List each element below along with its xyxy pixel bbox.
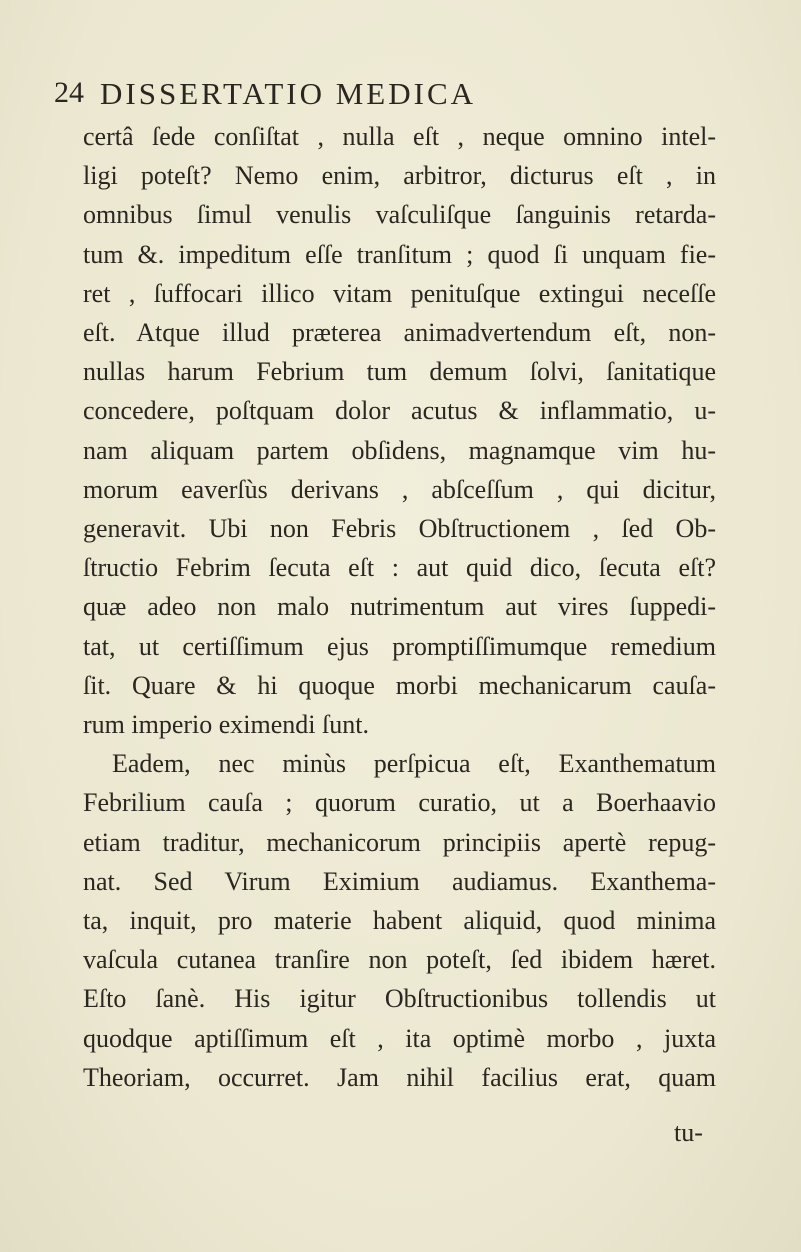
running-title: DISSERTATIO MEDICA [100, 76, 477, 111]
text-line: tum &. impeditum eſſe tranſitum ; quod ſi unquam fie- [83, 239, 716, 269]
text-line: morum eaverſùs derivans , abſceſſum , qui dicitur, [83, 474, 716, 504]
text-line: omnibus ſimul venulis vaſculiſque ſanguinis retarda- [83, 200, 716, 230]
page-number: 24 [54, 76, 84, 109]
text-line: Febrilium cauſa ; quorum curatio, ut a Boerhaavio [83, 788, 716, 818]
text-line: ligi poteſt? Nemo enim, arbitror, dicturus eſt , in [83, 161, 716, 191]
text-line: etiam traditur, mechanicorum principiis apertè repug- [83, 827, 716, 857]
text-line: nam aliquam partem obſidens, magnamque vim hu- [83, 435, 716, 465]
text-line: ſtructio Febrim ſecuta eſt : aut quid dico, ſecuta eſt? [83, 553, 716, 583]
text-line: ſit. Quare & hi quoque morbi mechanicarum cauſa- [83, 670, 716, 700]
text-line: quæ adeo non malo nutrimentum aut vires ſuppedi- [83, 592, 716, 622]
text-line: generavit. Ubi non Febris Obſtructionem , ſed Ob- [83, 514, 716, 543]
text-line: nullas harum Febrium tum demum ſolvi, ſanitatique [83, 357, 716, 387]
text-line: quodque aptiſſimum eſt , ita optimè morbo , juxta [83, 1023, 716, 1053]
text-line: ret , ſuffocari illico vitam penituſque extingui neceſſe [83, 278, 716, 308]
text-line: vaſcula cutanea tranſire non poteſt, ſed ibidem hæret. [83, 945, 716, 975]
text-line: certâ ſede conſiſtat , nulla eſt , neque omnino intel- [83, 122, 716, 151]
text-line: Theoriam, occurret. Jam nihil facilius erat, quam [83, 1062, 716, 1092]
text-line: ta, inquit, pro materie habent aliquid, quod minima [83, 906, 716, 935]
text-line: nat. Sed Virum Eximium audiamus. Exanthema- [83, 866, 716, 896]
catchword: tu- [674, 1118, 703, 1147]
text-line: tat, ut certiſſimum ejus promptiſſimumque remedium [83, 631, 716, 661]
text-line: rum imperio eximendi ſunt. [83, 710, 369, 739]
text-line: Eſto ſanè. His igitur Obſtructionibus tollendis ut [83, 984, 716, 1014]
text-line: Eadem, nec minùs perſpicua eſt, Exanthematum [112, 749, 716, 779]
text-line: eſt. Atque illud præterea animadvertendum eſt, non- [83, 318, 716, 347]
text-line: concedere, poſtquam dolor acutus & inflammatio, u- [83, 396, 716, 426]
